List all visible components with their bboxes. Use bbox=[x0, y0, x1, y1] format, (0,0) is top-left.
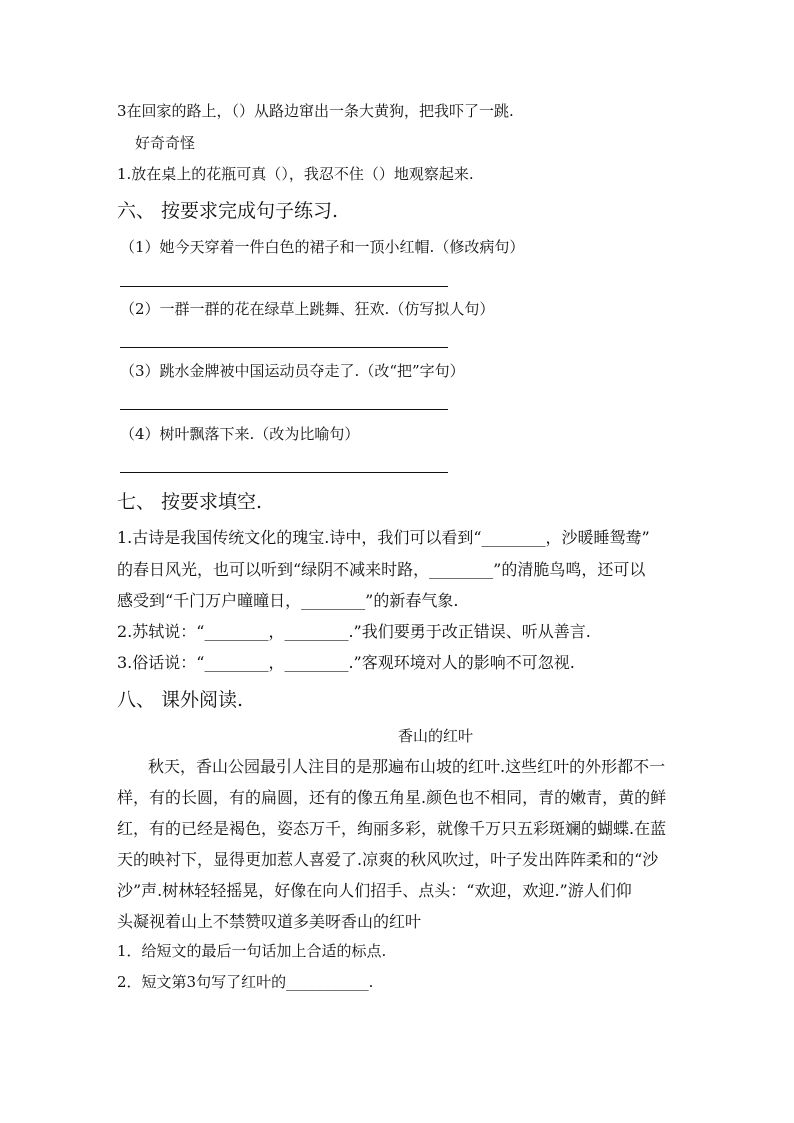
passage-line-5: 沙”声.树林轻轻摇晃，好像在向人们招手、点头：“欢迎，欢迎.”游人们仰 bbox=[117, 881, 632, 900]
section-7-heading: 七、 按要求填空. bbox=[117, 491, 263, 513]
task-6-1: （1）她今天穿着一件白色的裙子和一顶小红帽.（修改病句） bbox=[120, 238, 525, 256]
answer-line-6-4 bbox=[120, 472, 448, 473]
reading-q2: 2．短文第3句写了红叶的___________. bbox=[117, 973, 374, 991]
fill-7-3: 3.俗话说：“________，________.”客观环境对人的影响不可忽视. bbox=[117, 653, 575, 672]
passage-title: 香山的红叶 bbox=[398, 727, 474, 745]
section-8-heading: 八、 课外阅读. bbox=[117, 689, 244, 711]
fill-7-2: 2.苏轼说：“________，________.”我们要勇于改正错误、听从善言. bbox=[117, 622, 591, 641]
fill-7-1-b: 的春日风光，也可以听到“绿阴不减来时路，________”的清脆鸟鸣，还可以 bbox=[117, 560, 646, 579]
passage-line-6: 头凝视着山上不禁赞叹道多美呀香山的红叶 bbox=[117, 912, 422, 931]
task-6-3: （3）跳水金牌被中国运动员夺走了.（改“把”字句） bbox=[120, 362, 465, 380]
task-6-4: （4）树叶飘落下来.（改为比喻句） bbox=[120, 425, 360, 443]
word-options: 好奇奇怪 bbox=[135, 134, 196, 152]
fill-7-1-a: 1.古诗是我国传统文化的瑰宝.诗中，我们可以看到“________，沙暖睡鸳鸯” bbox=[117, 528, 650, 547]
passage-line-2: 样，有的长圆，有的扁圆，还有的像五角星.颜色也不相同，青的嫩青，黄的鲜 bbox=[117, 788, 667, 807]
answer-line-6-2 bbox=[120, 347, 448, 348]
task-6-2: （2）一群一群的花在绿草上跳舞、狂欢.（仿写拟人句） bbox=[120, 300, 495, 318]
section-6-heading: 六、 按要求完成句子练习. bbox=[117, 200, 339, 222]
answer-line-6-1 bbox=[120, 286, 448, 287]
reading-q1: 1．给短文的最后一句话加上合适的标点. bbox=[117, 942, 387, 960]
fill-7-1-c: 感受到“千门万户曈曈日，________”的新春气象. bbox=[117, 591, 459, 610]
passage-line-3: 红，有的已经是褐色，姿态万千，绚丽多彩，就像千万只五彩斑斓的蝴蝶.在蓝 bbox=[117, 819, 667, 838]
line-q3: 3在回家的路上，（）从路边窜出一条大黄狗，把我吓了一跳. bbox=[117, 102, 514, 120]
passage-line-1: 秋天，香山公园最引人注目的是那遍布山坡的红叶.这些红叶的外形都不一 bbox=[148, 757, 666, 776]
line-q1-vase: 1.放在桌上的花瓶可真（），我忍不住（）地观察起来. bbox=[117, 165, 474, 183]
passage-line-4: 天的映衬下，显得更加惹人喜爱了.凉爽的秋风吹过，叶子发出阵阵柔和的“沙 bbox=[117, 850, 659, 869]
answer-line-6-3 bbox=[120, 409, 448, 410]
